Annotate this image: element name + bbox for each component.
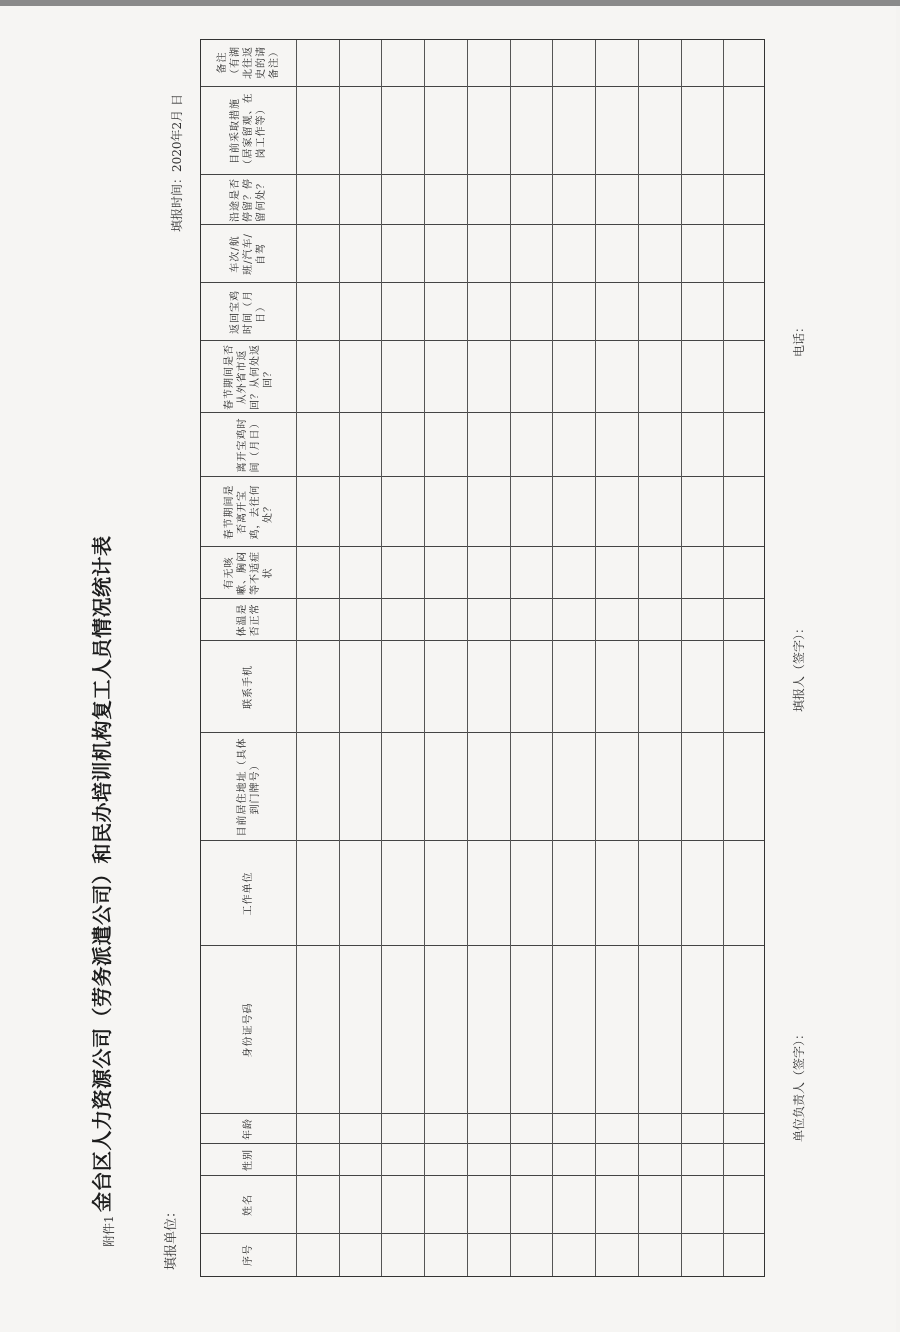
header-returned-from: 春节期间是否从外省市返回？从何处返回？ [223,344,274,410]
table-row-divider [510,40,511,1276]
header-gender: 性别 [243,1149,254,1171]
table-row-divider [681,40,682,1276]
table-row-divider [595,40,596,1276]
header-left-baoji: 春节期间是否离开宝鸡，去往何处？ [223,484,274,540]
attachment-label: 附件1 [102,1215,116,1247]
filler-signature-label: 填报人（签字）： [792,621,806,712]
paper-sheet [0,6,896,1332]
table-row-divider [296,40,297,1276]
table-row-divider [723,40,724,1276]
document-title: 金台区人力资源公司（劳务派遣公司）和民办培训机构复工人员情况统计表 [90,535,114,1212]
phone-label: 电话： [792,320,806,357]
header-stopover: 沿途是否停留？停留何处？ [230,178,267,222]
header-measures: 目前采取措施（居家留观、在岗工作等） [230,92,267,170]
header-id-number: 身份证号码 [243,1002,254,1058]
table-row-divider [424,40,425,1276]
fill-time-label: 填报时间：2020年2月 日 [170,94,184,232]
header-transport: 车次/航班/汽车/自驾 [230,233,267,275]
header-work-unit: 工作单位 [243,871,254,916]
header-remarks: 备注（有湖北往返史的请备注） [217,46,280,79]
leader-signature-label: 单位负责人（签字）： [792,1027,806,1142]
header-name: 姓名 [243,1194,254,1216]
table-row-divider [552,40,553,1276]
fill-unit-label: 填报单位： [164,1204,179,1270]
table-row-divider [467,40,468,1276]
rotated-document [0,6,896,1332]
header-seq: 序号 [243,1244,254,1266]
statistics-table [200,39,765,1277]
header-address: 目前居住地址（具体到门牌号） [236,737,261,837]
header-phone: 联系手机 [243,665,254,709]
table-row-divider [638,40,639,1276]
header-leave-date: 离开宝鸡时间（月日） [236,417,261,473]
header-return-date: 返回宝鸡时间（月日） [230,290,267,334]
header-age: 年龄 [243,1118,254,1140]
table-row-divider [381,40,382,1276]
header-temperature: 体温是否正常 [236,603,261,637]
table-row-divider [339,40,340,1276]
header-symptoms: 有无咳嗽、胸闷等不适症状 [223,551,274,595]
